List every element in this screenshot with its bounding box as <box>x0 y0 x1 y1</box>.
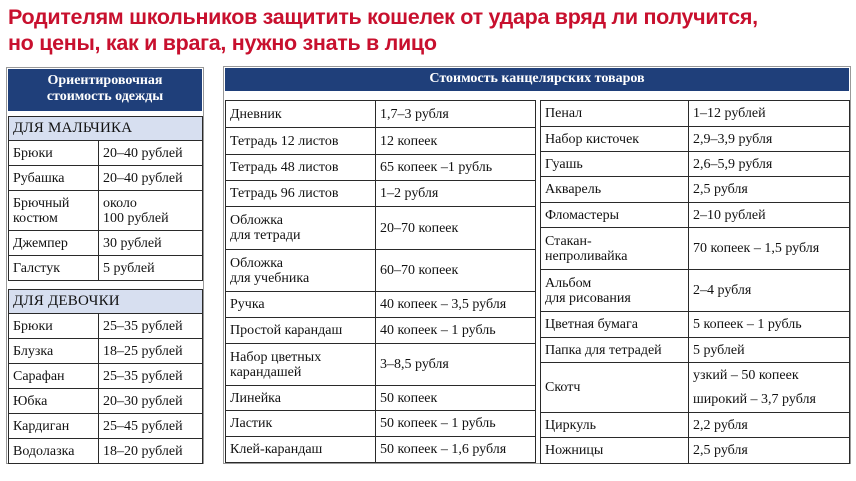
stationery-header: Стоимость канцелярских товаров <box>225 68 849 91</box>
item-name: Клей-карандаш <box>226 437 376 463</box>
table-row <box>226 207 536 250</box>
item-name: Циркуль <box>541 413 689 438</box>
headline-line-2: но цены, как и врага, нужно знать в лицо <box>8 31 437 55</box>
table-row <box>541 270 850 312</box>
item-price: 20–40 рублей <box>99 166 203 191</box>
item-price: 5 копеек – 1 рубль <box>689 312 850 338</box>
item-price: 2,5 рубля <box>689 438 850 464</box>
item-name: Брюки <box>9 314 99 339</box>
item-price: 50 копеек – 1 рубль <box>376 411 536 437</box>
table-row <box>9 231 203 256</box>
item-name: Акварель <box>541 177 689 203</box>
table-row <box>226 437 536 463</box>
item-price: 50 копеек – 1,6 рубля <box>376 437 536 463</box>
item-price: около 100 рублей <box>99 191 203 231</box>
item-price: 2–4 рубля <box>689 270 850 312</box>
stationery-table-left <box>225 100 536 463</box>
item-price: 50 копеек <box>376 386 536 411</box>
item-price: 60–70 копеек <box>376 250 536 292</box>
item-price: 25–35 рублей <box>99 314 203 339</box>
item-name: Дневник <box>226 101 376 128</box>
item-price: 2,6–5,9 рубля <box>689 152 850 177</box>
table-row <box>226 344 536 386</box>
girls-section-row <box>9 290 203 314</box>
item-name: Пенал <box>541 101 689 127</box>
item-name: Цветная бумага <box>541 312 689 338</box>
table-row <box>9 256 203 281</box>
item-name: Обложка для тетради <box>226 207 376 250</box>
table-row <box>9 364 203 389</box>
item-price: 18–20 рублей <box>99 439 203 464</box>
stationery-table-right <box>540 100 850 464</box>
table-row <box>226 155 536 181</box>
clothing-title-line-2: стоимость одежды <box>46 89 164 104</box>
clothing-header <box>8 69 202 111</box>
item-name: Тетрадь 96 листов <box>226 181 376 207</box>
item-price: 70 копеек – 1,5 рубля <box>689 228 850 270</box>
table-row <box>541 177 850 203</box>
item-name: Блузка <box>9 339 99 364</box>
item-price: 25–35 рублей <box>99 364 203 389</box>
item-name: Сарафан <box>9 364 99 389</box>
item-price: 1–2 рубля <box>376 181 536 207</box>
item-price: 2,2 рубля <box>689 413 850 438</box>
headline <box>8 4 848 56</box>
item-name: Гуашь <box>541 152 689 177</box>
item-name: Кардиган <box>9 414 99 439</box>
table-row <box>9 339 203 364</box>
table-row <box>541 203 850 228</box>
item-price: 20–30 рублей <box>99 389 203 414</box>
item-name: Набор кисточек <box>541 127 689 152</box>
item-price: 2,5 рубля <box>689 177 850 203</box>
item-name: Стакан- непроливайка <box>541 228 689 270</box>
table-row <box>226 386 536 411</box>
item-price: узкий – 50 копеек <box>689 363 850 388</box>
item-name: Брючный костюм <box>9 191 99 231</box>
item-price: 5 рублей <box>689 338 850 363</box>
boys-section-label: ДЛЯ МАЛЬЧИКА <box>9 117 203 141</box>
table-row <box>9 314 203 339</box>
item-price: 1,7–3 рубля <box>376 101 536 128</box>
table-row <box>541 312 850 338</box>
item-price: 65 копеек –1 рубль <box>376 155 536 181</box>
item-price-secondary: широкий – 3,7 рубля <box>689 388 850 413</box>
item-name: Галстук <box>9 256 99 281</box>
item-price: 12 копеек <box>376 128 536 155</box>
headline-line-1: Родителям школьников защитить кошелек от удара вряд ли получится, <box>8 5 758 29</box>
item-name: Простой карандаш <box>226 318 376 344</box>
item-price: 5 рублей <box>99 256 203 281</box>
item-name: Рубашка <box>9 166 99 191</box>
item-price: 1–12 рублей <box>689 101 850 127</box>
item-name: Юбка <box>9 389 99 414</box>
item-name: Ножницы <box>541 438 689 464</box>
boys-section-row <box>9 117 203 141</box>
item-price: 18–25 рублей <box>99 339 203 364</box>
item-price: 3–8,5 рубля <box>376 344 536 386</box>
table-row <box>226 292 536 318</box>
item-price: 40 копеек – 1 рубль <box>376 318 536 344</box>
item-name: Тетрадь 12 листов <box>226 128 376 155</box>
table-row <box>541 413 850 438</box>
item-name: Тетрадь 48 листов <box>226 155 376 181</box>
item-price: 30 рублей <box>99 231 203 256</box>
item-price: 20–70 копеек <box>376 207 536 250</box>
item-name: Набор цветных карандашей <box>226 344 376 386</box>
girls-clothing-table <box>8 289 203 464</box>
table-row <box>9 439 203 464</box>
table-row <box>9 191 203 231</box>
table-row <box>9 141 203 166</box>
item-name: Водолазка <box>9 439 99 464</box>
boys-clothing-table <box>8 116 203 281</box>
table-row <box>226 181 536 207</box>
item-name: Скотч <box>541 363 689 413</box>
table-row <box>9 389 203 414</box>
item-price: 40 копеек – 3,5 рубля <box>376 292 536 318</box>
item-price: 20–40 рублей <box>99 141 203 166</box>
table-row <box>541 438 850 464</box>
table-row <box>226 101 536 128</box>
table-row <box>226 411 536 437</box>
clothing-title-line-1: Ориентировочная <box>47 73 163 88</box>
table-row <box>541 152 850 177</box>
item-price: 25–45 рублей <box>99 414 203 439</box>
table-row <box>9 414 203 439</box>
table-row <box>541 363 850 388</box>
table-row <box>226 128 536 155</box>
item-name: Линейка <box>226 386 376 411</box>
item-name: Ручка <box>226 292 376 318</box>
item-name: Альбом для рисования <box>541 270 689 312</box>
table-row <box>226 250 536 292</box>
item-name: Брюки <box>9 141 99 166</box>
girls-section-label: ДЛЯ ДЕВОЧКИ <box>9 290 203 314</box>
table-row <box>541 338 850 363</box>
item-name: Обложка для учебника <box>226 250 376 292</box>
table-row <box>541 127 850 152</box>
table-row <box>9 166 203 191</box>
table-row <box>541 228 850 270</box>
item-price: 2–10 рублей <box>689 203 850 228</box>
item-name: Джемпер <box>9 231 99 256</box>
item-name: Ластик <box>226 411 376 437</box>
table-row <box>226 318 536 344</box>
table-row <box>541 101 850 127</box>
item-name: Папка для тетрадей <box>541 338 689 363</box>
item-name: Фломастеры <box>541 203 689 228</box>
item-price: 2,9–3,9 рубля <box>689 127 850 152</box>
